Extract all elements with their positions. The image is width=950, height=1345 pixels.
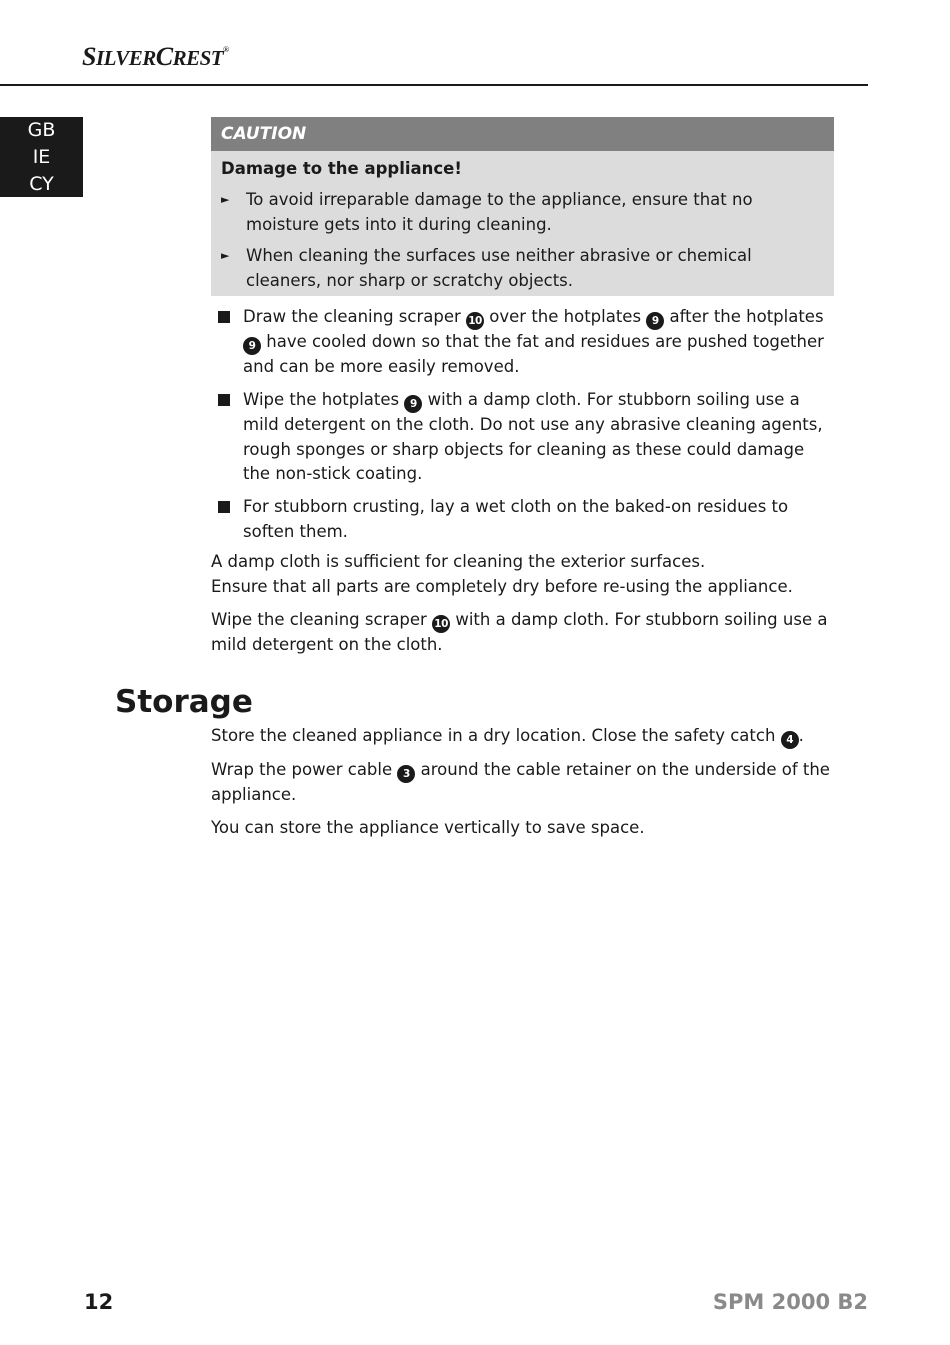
lang-cy: CY	[29, 172, 54, 195]
paragraph-exterior: A damp cloth is sufficient for cleaning the exterior surfaces. Ensure that all parts are completely dry before re-using the appliance.	[211, 552, 793, 596]
page-number: 12	[84, 1290, 114, 1314]
arrow-marker-icon: ►	[221, 249, 230, 262]
lang-gb: GB	[27, 118, 56, 141]
brand-logo: SILVERCREST®	[82, 42, 229, 71]
lang-ie: IE	[32, 145, 51, 168]
bullet-item-scraper: Draw the cleaning scraper 10 over the hotplates 9 after the hotplates 9 have cooled down so that the fat and residues are pushed together and can be more easily removed.	[211, 305, 836, 380]
square-bullet-icon	[218, 501, 230, 513]
caution-subtitle: Damage to the appliance!	[221, 159, 462, 178]
ref-number-badge: 9	[404, 395, 422, 413]
bullet-item-crusting: For stubborn crusting, lay a wet cloth on the baked-on residues to soften them.	[211, 495, 836, 544]
header-rule	[0, 84, 868, 86]
storage-paragraph-1: Store the cleaned appliance in a dry location. Close the safety catch 4 .	[211, 724, 836, 749]
square-bullet-icon	[218, 311, 230, 323]
square-bullet-icon	[218, 394, 230, 406]
caution-title: CAUTION	[211, 117, 834, 151]
caution-box	[211, 117, 834, 296]
ref-number-badge: 9	[243, 337, 261, 355]
ref-number-badge: 4	[781, 731, 799, 749]
ref-number-badge: 10	[432, 615, 450, 633]
arrow-marker-icon: ►	[221, 193, 230, 206]
bullet-item-wipe: Wipe the hotplates 9 with a damp cloth. For stubborn soiling use a mild detergent on the cloth. Do not use any abrasive cleaning agents, rough sponges or sharp objects for cleaning as these could damage the non-stick coating.	[211, 388, 836, 487]
storage-paragraph-3: You can store the appliance vertically to save space.	[211, 818, 645, 837]
ref-number-badge: 9	[646, 312, 664, 330]
paragraph-scraper: Wipe the cleaning scraper 10 with a damp cloth. For stubborn soiling use a mild detergent on the cloth.	[211, 610, 828, 654]
ref-number-badge: 3	[397, 765, 415, 783]
section-heading: Storage	[115, 684, 253, 720]
model-number: SPM 2000 B2	[712, 1290, 868, 1314]
language-tab	[0, 117, 83, 197]
caution-item: ► To avoid irreparable damage to the appliance, ensure that no moisture gets into it during cleaning.	[211, 187, 834, 237]
storage-paragraph-2: Wrap the power cable 3 around the cable retainer on the underside of the appliance.	[211, 760, 830, 804]
caution-item: ► When cleaning the surfaces use neither abrasive or chemical cleaners, nor sharp or scratchy objects.	[211, 243, 834, 293]
ref-number-badge: 10	[466, 312, 484, 330]
